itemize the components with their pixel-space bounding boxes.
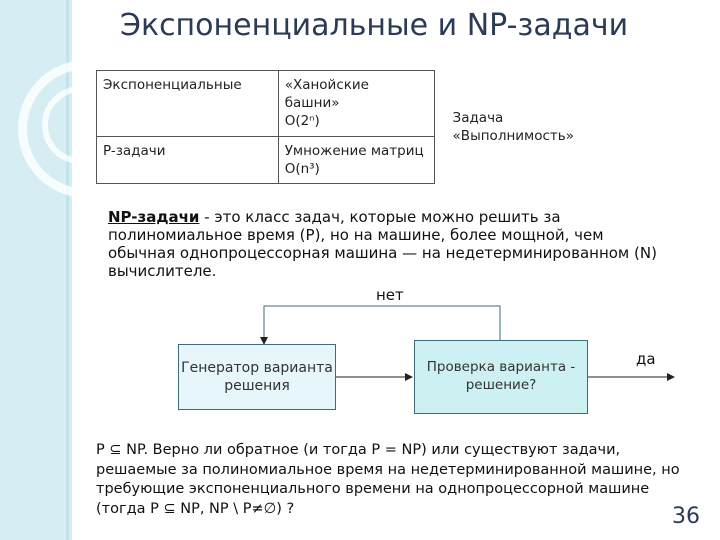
slide-title: Экспоненциальные и NP-задачи xyxy=(120,8,629,43)
np-definition-text: - это класс задач, которые можно решить за полиномиальное время (P), но на машине, более мощной, чем обычная однопроцессорная машина — на недетерминированном (N) вычислителе. xyxy=(108,208,657,280)
example-complexity: O(2ⁿ) xyxy=(284,113,320,130)
yes-label: да xyxy=(636,350,656,368)
np-term: NP-задачи xyxy=(108,208,200,226)
example-name: «Ханойские башни» xyxy=(284,77,369,112)
table-cell-category: P-задачи xyxy=(97,136,279,183)
no-label: нет xyxy=(376,286,404,304)
table-cell-category: Экспоненциальные xyxy=(97,71,279,137)
satisfiability-line1: Задача xyxy=(452,109,504,126)
example-name: Умножение матриц xyxy=(284,142,424,159)
generator-box: Генератор варианта решения xyxy=(178,344,336,410)
example-complexity: O(n³) xyxy=(284,160,320,177)
feedback-loop-arrow xyxy=(264,306,500,344)
page-number: 36 xyxy=(672,504,700,529)
p-np-question: P ⊆ NP. Верно ли обратное (и тогда P = NP) или существуют задачи, решаемые за полиномиальное время на недетерминированной машине, но требующие экспоненциального времени на однопроцессорной машине (тогда P ⊆ NP, NP \ P≠∅) ? xyxy=(96,442,680,517)
satisfiability-line2: «Выполнимость» xyxy=(452,128,574,145)
check-box: Проверка варианта - решение? xyxy=(414,340,588,414)
